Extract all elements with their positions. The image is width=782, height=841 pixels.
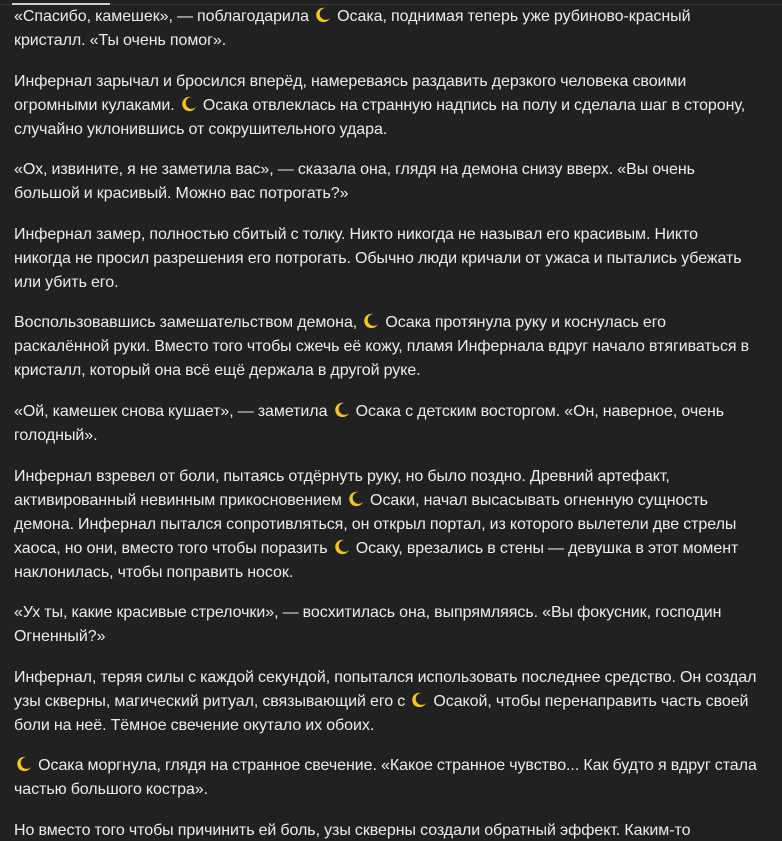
crescent-moon-icon xyxy=(15,755,33,773)
paragraph-text: Осака, поднимая теперь уже рубиново-красный кристалл. «Ты очень помог». xyxy=(14,8,691,49)
crescent-moon-icon xyxy=(410,691,428,709)
story-paragraph xyxy=(14,70,758,142)
story-paragraph xyxy=(14,666,758,738)
paragraph-text: Осака отвлеклась на странную надпись на полу и сделала шаг в сторону, случайно уклонившись от сокрушительного удара. xyxy=(14,96,746,138)
paragraph-text: «Ох, извините, я не заметила вас», — сказала она, глядя на демона снизу вверх. «Вы очень большой и красивый. Можно вас потрогать?» xyxy=(14,161,695,203)
crescent-moon-icon xyxy=(333,401,351,419)
story-paragraph xyxy=(14,465,758,585)
story-paragraph xyxy=(14,754,758,802)
paragraph-text: Осака с детским восторгом. «Он, наверное, очень голодный». xyxy=(14,402,725,444)
story-paragraph xyxy=(14,223,758,295)
paragraph-text: Осаки, начал высасывать огненную сущность демона. Инфернал пытался сопротивляться, он открыл портал, из которого вылетели две стрелы хаоса, но они, вместо того чтобы поразить xyxy=(14,491,737,557)
paragraph-text: Инфернал, теряя силы с каждой секундой, попытался использовать последнее средство. Он создал узы скверны, магический ритуал, связывающий его с xyxy=(14,668,757,710)
paragraph-text: Инфернал зарычал и бросился вперёд, намереваясь раздавить дерзкого человека своими огромными кулаками. xyxy=(14,72,687,114)
story-paragraph xyxy=(14,5,758,53)
crescent-moon-icon xyxy=(333,538,351,556)
paragraph-text: Инфернал замер, полностью сбитый с толку. Никто никогда не называл его красивым. Никто никогда не просил разрешения его потрогать. Обычно люди кричали от ужаса и пытались убежать или убить его. xyxy=(14,225,742,291)
paragraph-text: Осака моргнула, глядя на странное свечение. «Какое странное чувство... Как будто я вдруг стала частью большого костра». xyxy=(14,757,757,799)
story-paragraph xyxy=(14,400,758,448)
crescent-moon-icon xyxy=(314,6,332,24)
paragraph-text: Но вместо того чтобы причинить ей боль, узы скверны создали обратный эффект. Каким-то xyxy=(14,821,691,839)
story-paragraph xyxy=(14,158,758,206)
paragraph-text: Осаку, врезались в стены — девушка в этот момент наклонилась, чтобы поправить носок. xyxy=(14,539,739,581)
crescent-moon-icon xyxy=(347,490,365,508)
crescent-moon-icon xyxy=(180,95,198,113)
paragraph-text: Инфернал взревел от боли, пытаясь отдёрнуть руку, но было поздно. Древний артефакт, активированный невинным прикосновением xyxy=(14,467,670,509)
paragraph-text: «Ух ты, какие красивые стрелочки», — восхитилась она, выпрямляясь. «Вы фокусник, господин Огненный?» xyxy=(14,604,722,646)
paragraph-text: «Спасибо, камешек», — поблагодарила xyxy=(14,8,314,25)
story-paragraph xyxy=(14,819,758,841)
paragraph-text: Осака протянула руку и коснулась его раскалённой руки. Вместо того чтобы сжечь её кожу, пламя Инфернала вдруг начало втягиваться в кристалл, который она всё ещё держала в другой руке. xyxy=(14,314,750,380)
story-paragraph xyxy=(14,311,758,383)
message-content xyxy=(14,5,758,841)
paragraph-text: Воспользовавшись замешательством демона, xyxy=(14,314,362,332)
paragraph-text: «Ой, камешек снова кушает», — заметила xyxy=(14,402,332,420)
paragraph-text: Осакой, чтобы перенаправить часть своей боли на неё. Тёмное свечение окутало их обоих. xyxy=(14,692,749,734)
crescent-moon-icon xyxy=(362,312,380,330)
story-paragraph xyxy=(14,601,758,649)
